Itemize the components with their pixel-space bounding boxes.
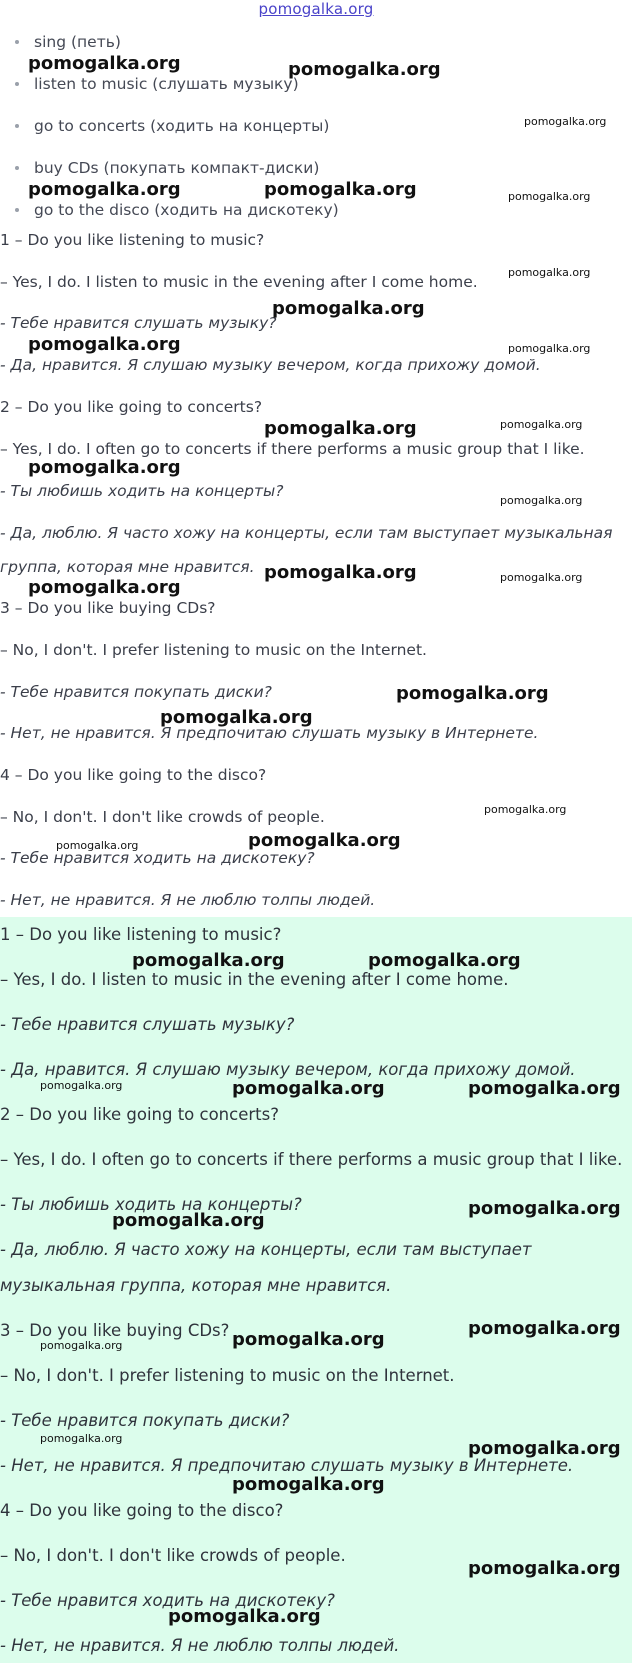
watermark: pomogalka.org <box>40 1339 123 1352</box>
watermark: pomogalka.org <box>28 577 181 598</box>
watermark: pomogalka.org <box>28 53 181 74</box>
watermark: pomogalka.org <box>368 950 521 971</box>
question-3: 3 – Do you like buying CDs? <box>0 599 216 617</box>
watermark: pomogalka.org <box>168 1606 321 1627</box>
answer-2-translation-line-2: музыкальная группа, которая мне нравится. <box>0 1276 392 1295</box>
watermark: pomogalka.org <box>232 1474 385 1495</box>
answer-3: – No, I don't. I prefer listening to music on the Internet. <box>0 641 427 659</box>
watermark: pomogalka.org <box>508 190 591 203</box>
answer-2-translation-line-2: группа, которая мне нравится. <box>0 558 255 576</box>
watermark: pomogalka.org <box>232 1078 385 1099</box>
question-3-translation: - Тебе нравится покупать диски? <box>0 1411 290 1430</box>
watermark: pomogalka.org <box>28 334 181 355</box>
watermark: pomogalka.org <box>264 418 417 439</box>
answer-2-translation-line-1: - Да, люблю. Я часто хожу на концерты, если там выступает <box>0 1240 532 1259</box>
answer-4: – No, I don't. I don't like crowds of people. <box>0 1546 346 1565</box>
question-4: 4 – Do you like going to the disco? <box>0 1501 284 1520</box>
answer-3-translation: - Нет, не нравится. Я предпочитаю слушать музыку в Интернете. <box>0 1456 574 1475</box>
question-4-translation: - Тебе нравится ходить на дискотеку? <box>0 849 315 867</box>
watermark: pomogalka.org <box>500 571 583 584</box>
watermark: pomogalka.org <box>264 562 417 583</box>
list-item-text: go to the disco (ходить на дискотеку) <box>34 201 339 219</box>
watermark: pomogalka.org <box>524 115 607 128</box>
answer-2: – Yes, I do. I often go to concerts if there performs a music group that I like. <box>0 1150 623 1169</box>
watermark: pomogalka.org <box>232 1329 385 1350</box>
answer-4-translation: - Нет, не нравится. Я не люблю толпы людей. <box>0 891 376 909</box>
question-3-translation: - Тебе нравится покупать диски? <box>0 683 272 701</box>
answer-1-translation: - Да, нравится. Я слушаю музыку вечером, когда прихожу домой. <box>0 1060 576 1079</box>
question-3: 3 – Do you like buying CDs? <box>0 1321 230 1340</box>
answer-1-translation: - Да, нравится. Я слушаю музыку вечером, когда прихожу домой. <box>0 356 541 374</box>
answer-2-translation-line-1: - Да, люблю. Я часто хожу на концерты, если там выступает музыкальная <box>0 524 613 542</box>
answer-4-translation: - Нет, не нравится. Я не люблю толпы людей. <box>0 1636 400 1655</box>
question-2: 2 – Do you like going to concerts? <box>0 1105 279 1124</box>
answer-3-translation: - Нет, не нравится. Я предпочитаю слушать музыку в Интернете. <box>0 724 539 742</box>
question-2: 2 – Do you like going to concerts? <box>0 398 263 416</box>
watermark: pomogalka.org <box>40 1079 123 1092</box>
bullet-dot-icon <box>15 208 19 212</box>
answer-3: – No, I don't. I prefer listening to music on the Internet. <box>0 1366 455 1385</box>
watermark: pomogalka.org <box>28 457 181 478</box>
list-item-text: listen to music (слушать музыку) <box>34 75 299 93</box>
list-item-text: go to concerts (ходить на концерты) <box>34 117 330 135</box>
watermark: pomogalka.org <box>288 59 441 80</box>
watermark: pomogalka.org <box>396 683 549 704</box>
question-1-translation: - Тебе нравится слушать музыку? <box>0 314 277 332</box>
watermark: pomogalka.org <box>468 1198 621 1219</box>
answer-2: – Yes, I do. I often go to concerts if there performs a music group that I like. <box>0 440 585 458</box>
watermark: pomogalka.org <box>500 418 583 431</box>
list-item <box>12 112 339 154</box>
watermark: pomogalka.org <box>160 707 313 728</box>
watermark: pomogalka.org <box>468 1438 621 1459</box>
question-1: 1 – Do you like listening to music? <box>0 925 282 944</box>
bullet-dot-icon <box>15 82 19 86</box>
watermark: pomogalka.org <box>248 830 401 851</box>
bullet-dot-icon <box>15 124 19 128</box>
watermark: pomogalka.org <box>264 179 417 200</box>
question-1: 1 – Do you like listening to music? <box>0 231 265 249</box>
watermark: pomogalka.org <box>500 494 583 507</box>
watermark: pomogalka.org <box>508 342 591 355</box>
watermark: pomogalka.org <box>56 839 139 852</box>
watermark: pomogalka.org <box>28 179 181 200</box>
question-4: 4 – Do you like going to the disco? <box>0 766 267 784</box>
question-2-translation: - Ты любишь ходить на концерты? <box>0 1195 302 1214</box>
bullet-dot-icon <box>15 40 19 44</box>
watermark: pomogalka.org <box>40 1432 123 1445</box>
watermark: pomogalka.org <box>484 803 567 816</box>
answer-4: – No, I don't. I don't like crowds of people. <box>0 808 325 826</box>
question-4-translation: - Тебе нравится ходить на дискотеку? <box>0 1591 335 1610</box>
watermark: pomogalka.org <box>112 1210 265 1231</box>
list-item-text: sing (петь) <box>34 33 121 51</box>
question-2-translation: - Ты любишь ходить на концерты? <box>0 482 284 500</box>
answer-1: – Yes, I do. I listen to music in the evening after I come home. <box>0 273 478 291</box>
list-item-text: buy CDs (покупать компакт-диски) <box>34 159 320 177</box>
watermark: pomogalka.org <box>508 266 591 279</box>
watermark: pomogalka.org <box>468 1558 621 1579</box>
answer-1: – Yes, I do. I listen to music in the evening after I come home. <box>0 970 509 989</box>
question-1-translation: - Тебе нравится слушать музыку? <box>0 1015 295 1034</box>
watermark: pomogalka.org <box>468 1318 621 1339</box>
watermark: pomogalka.org <box>132 950 285 971</box>
watermark: pomogalka.org <box>272 298 425 319</box>
watermark: pomogalka.org <box>468 1078 621 1099</box>
bullet-dot-icon <box>15 166 19 170</box>
site-header-link[interactable]: pomogalka.org <box>258 0 374 18</box>
